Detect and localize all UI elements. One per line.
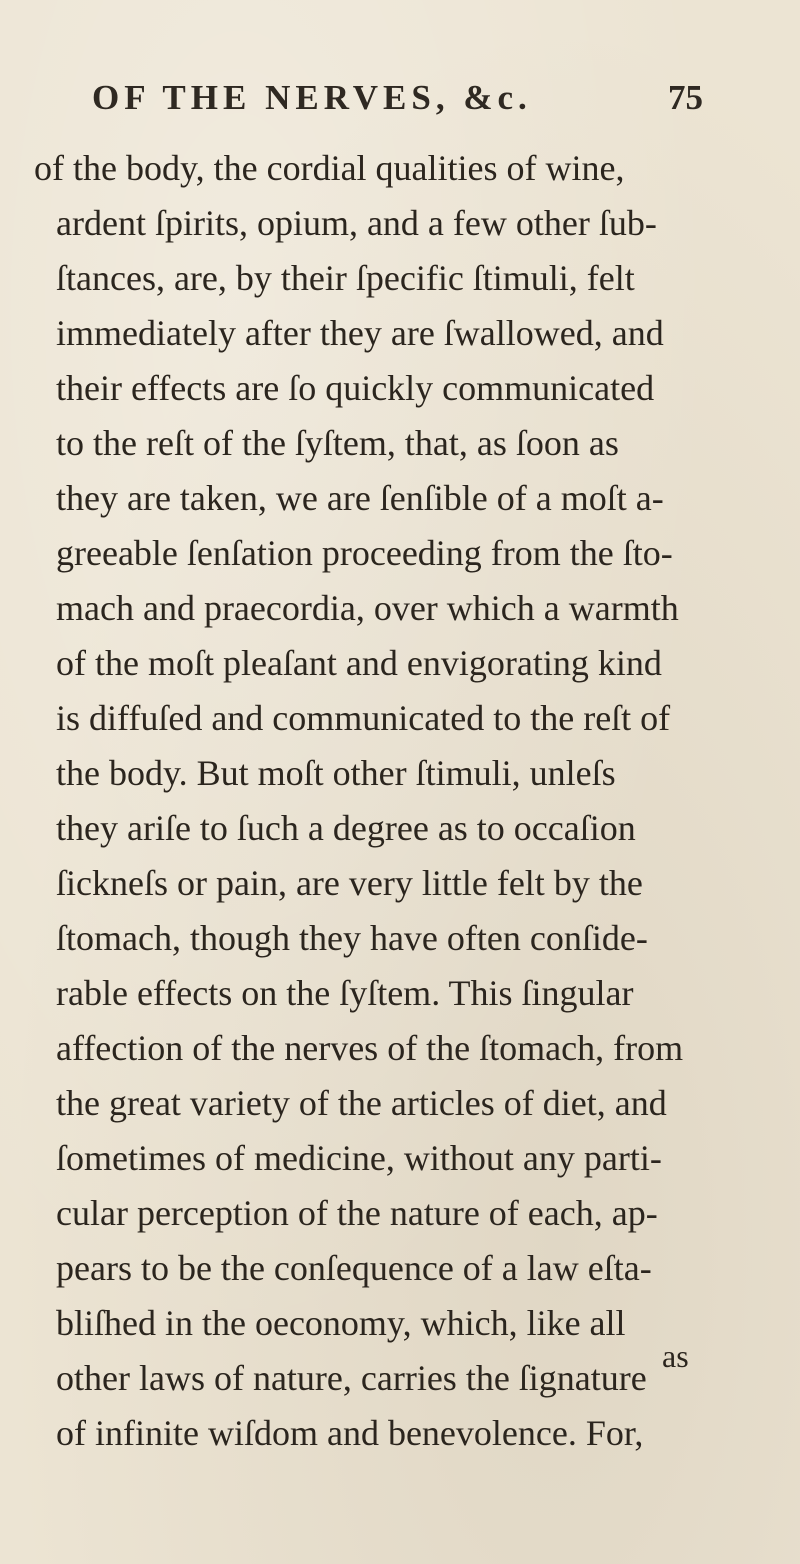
- text-line: the body. But moſt other ſtimuli, unleſs: [56, 753, 616, 793]
- text-line: their effects are ſo quickly communicated: [56, 368, 655, 408]
- text-line: bliſhed in the oeconomy, which, like all: [56, 1303, 626, 1343]
- text-line: other laws of nature, carries the ſignature: [56, 1358, 647, 1398]
- text-line: of the body, the cordial qualities of wine,: [34, 148, 625, 188]
- text-line: the great variety of the articles of diet, and: [56, 1083, 667, 1123]
- text-line: they ariſe to ſuch a degree as to occaſion: [56, 808, 636, 848]
- text-line: ſometimes of medicine, without any parti-: [56, 1138, 662, 1178]
- text-line: of the moſt pleaſant and envigorating kind: [56, 643, 662, 683]
- text-line: ardent ſpirits, opium, and a few other ſub-: [56, 203, 657, 243]
- running-title: OF THE NERVES, &c.: [92, 78, 532, 117]
- text-line: of infinite wiſdom and benevolence. For,: [56, 1413, 644, 1453]
- text-line: ſickneſs or pain, are very little felt by the: [56, 863, 643, 903]
- page-number: 75: [668, 78, 703, 117]
- text-line: rable effects on the ſyſtem. This ſingular: [56, 973, 634, 1013]
- text-line: ſtomach, though they have often conſide-: [56, 918, 648, 958]
- text-line: mach and praecordia, over which a warmth: [56, 588, 679, 628]
- text-line: cular perception of the nature of each, ap-: [56, 1193, 658, 1233]
- text-line: is diffuſed and communicated to the reſt of: [56, 698, 671, 738]
- catchword: as: [662, 1338, 689, 1374]
- text-line: ſtances, are, by their ſpecific ſtimuli, felt: [56, 258, 635, 298]
- text-line: affection of the nerves of the ſtomach, from: [56, 1028, 684, 1068]
- text-line: they are taken, we are ſenſible of a moſt a-: [56, 478, 664, 518]
- text-line: to the reſt of the ſyſtem, that, as ſoon as: [56, 423, 619, 463]
- text-line: pears to be the conſequence of a law eſta-: [56, 1248, 652, 1288]
- text-line: immediately after they are ſwallowed, and: [56, 313, 664, 353]
- page-header: [0, 78, 800, 126]
- text-line: greeable ſenſation proceeding from the ſto-: [56, 533, 673, 573]
